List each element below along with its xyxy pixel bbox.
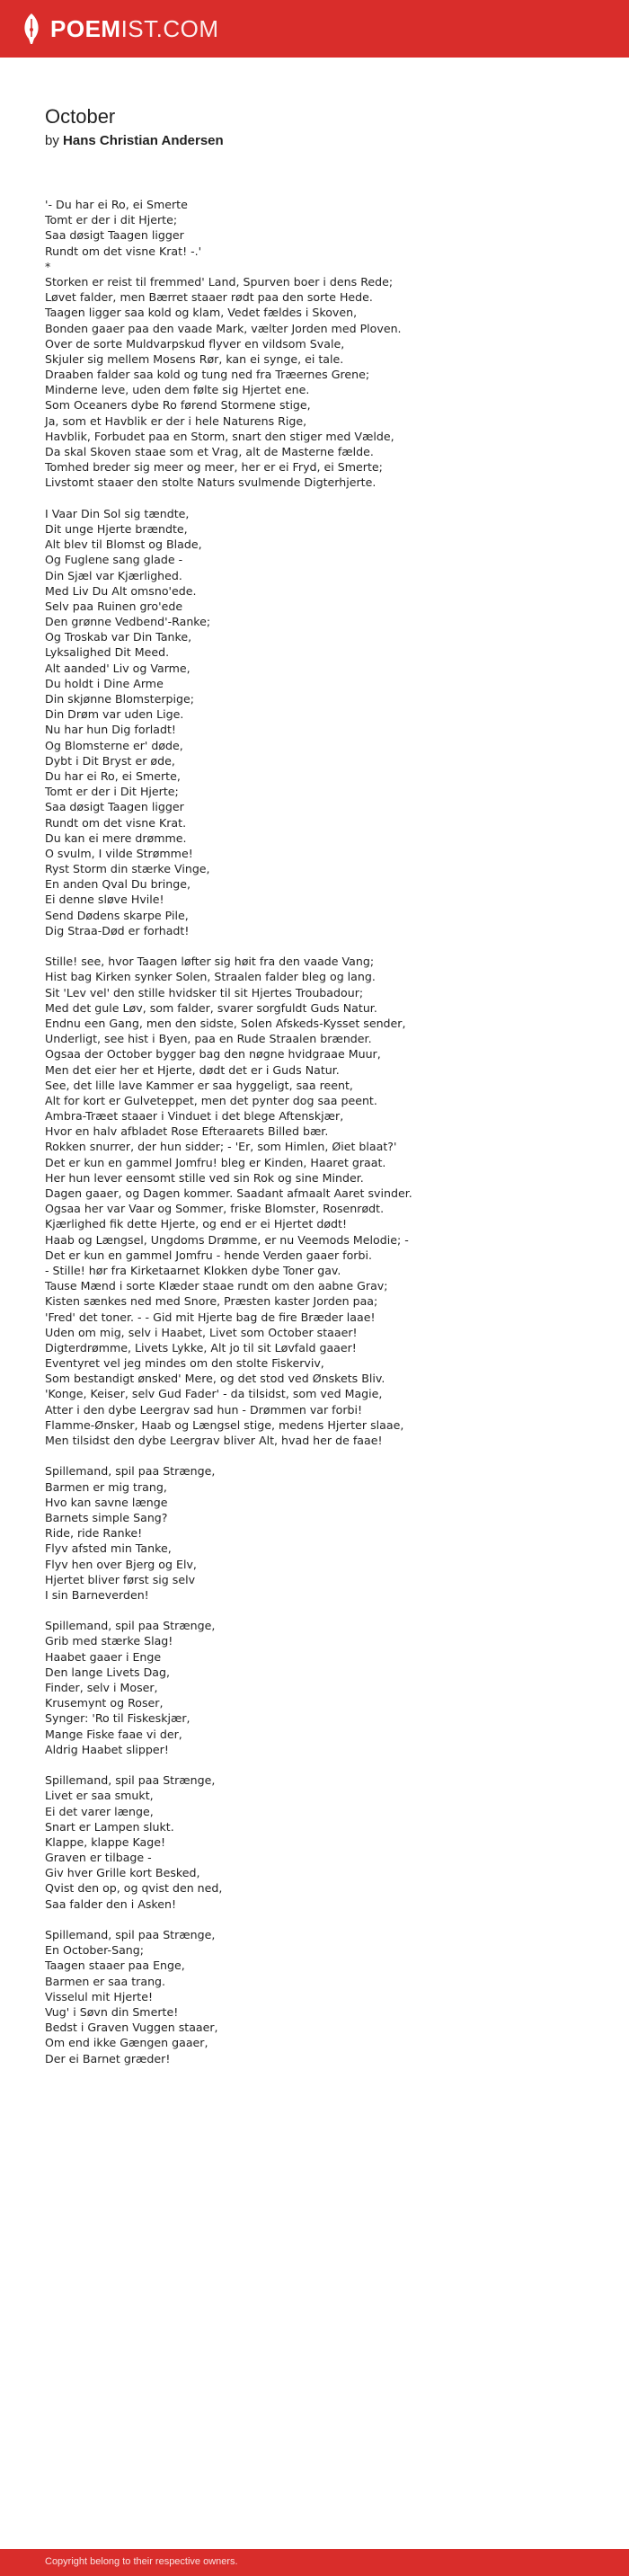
poem-line: Underligt, see hist i Byen, paa en Rude Straalen brænder. xyxy=(45,1032,372,1046)
poem-line: Du har ei Ro, ei Smerte, xyxy=(45,768,181,783)
poem-line: Dagen gaaer, og Dagen kommer. Saadant afmaalt Aaret svinder. xyxy=(45,1186,412,1200)
poem-line: Ride, ride Ranke! xyxy=(45,1526,143,1541)
poem-line: Hist bag Kirken synker Solen, Straalen falder bleg og lang. xyxy=(45,970,376,984)
site-footer xyxy=(0,2549,629,2576)
poem-body xyxy=(45,197,611,2066)
poem-line: Over de sorte Muldvarpskud flyver en vildsom Svale, xyxy=(45,336,345,351)
poem-line: Den grønne Vedbend'-Ranke; xyxy=(45,615,211,629)
poem-line: I Vaar Din Sol sig tændte, xyxy=(45,506,190,520)
author-link[interactable]: Hans Christian Andersen xyxy=(63,133,224,148)
poem-line: Saa falder den i Asken! xyxy=(45,1896,177,1911)
poem-line: Lyksalighed Dit Meed. xyxy=(45,645,170,660)
poem-line: Med det gule Løv, som falder, svarer sorgfuldt Guds Natur. xyxy=(45,1000,377,1015)
poem-line: Giv hver Grille kort Besked, xyxy=(45,1866,200,1880)
poem-line: Spillemand, spil paa Strænge, xyxy=(45,1619,216,1633)
stanza-break xyxy=(45,491,611,506)
poem-line: Alt aanded' Liv og Varme, xyxy=(45,661,190,675)
poem-line: Men det eier her et Hjerte, dødt det er i Guds Natur. xyxy=(45,1062,340,1077)
poem-line: Flyv afsted min Tanke, xyxy=(45,1541,172,1556)
poem-line: Ei denne sløve Hvile! xyxy=(45,893,164,907)
poem-line: Flamme-Ønsker, Haab og Længsel stige, medens Hjerter slaae, xyxy=(45,1417,404,1432)
poem-line: - Stille! hør fra Kirketaarnet Klokken dybe Toner gav. xyxy=(45,1263,341,1277)
poem-line: Finder, selv i Moser, xyxy=(45,1681,158,1694)
stanza-break xyxy=(45,1912,611,1927)
poem-line: Du holdt i Dine Arme xyxy=(45,676,164,690)
poem-line: Med Liv Du Alt omsno'ede. xyxy=(45,583,197,598)
poem-line: Qvist den op, og qvist den ned, xyxy=(45,1881,223,1896)
poem-line: Og Fuglene sang glade - xyxy=(45,553,183,567)
poem-line: 'Konge, Keiser, selv Gud Fader' - da tilsidst, som ved Magie, xyxy=(45,1387,383,1401)
poem-line: Tomt er der i dit Hjerte; xyxy=(45,213,178,227)
poem-line: Livstomt staaer den stolte Naturs svulmende Digterhjerte. xyxy=(45,475,377,490)
poem-line: Alt blev til Blomst og Blade, xyxy=(45,537,202,552)
poem-line: Nu har hun Dig forladt! xyxy=(45,723,176,737)
poem-line: Dig Straa-Død er forhadt! xyxy=(45,923,190,937)
poem-line: Det er kun en gammel Jomfru! bleg er Kinden, Haaret graat. xyxy=(45,1155,386,1169)
poem-line: Bonden gaaer paa den vaade Mark, vælter Jorden med Ploven. xyxy=(45,321,402,335)
stanza-break xyxy=(45,1757,611,1772)
stanza-break xyxy=(45,1448,611,1463)
poem-line: Havblik, Forbudet paa en Storm, snart den stiger med Vælde, xyxy=(45,429,394,443)
poem-line: Taagen ligger saa kold og klam, Vedet fældes i Skoven, xyxy=(45,306,358,320)
poem-line: Minderne leve, uden dem følte sig Hjertet ene. xyxy=(45,383,310,397)
poem-line: Uden om mig, selv i Haabet, Livet som October staaer! xyxy=(45,1325,358,1339)
poem-line: Send Dødens skarpe Pile, xyxy=(45,908,189,922)
poem-line: Ambra-Træet staaer i Vinduet i det blege Aftenskjær, xyxy=(45,1109,344,1124)
poem-line: Den lange Livets Dag, xyxy=(45,1665,171,1679)
poem-line: Selv paa Ruinen gro'ede xyxy=(45,599,183,613)
poem-line: Mange Fiske faae vi der, xyxy=(45,1727,182,1741)
poem-line: Da skal Skoven staae som et Vrag, alt de Masterne fælde. xyxy=(45,445,374,458)
poem-line: Taagen staaer paa Enge, xyxy=(45,1959,185,1973)
poem-line: Haabet gaaer i Enge xyxy=(45,1649,162,1664)
poem-line: 'Fred' det toner. - - Gid mit Hjerte bag de fire Bræder laae! xyxy=(45,1310,376,1324)
poem-line: Hvo kan savne længe xyxy=(45,1495,168,1509)
poem-line: Det er kun en gammel Jomfru - hende Verden gaaer forbi. xyxy=(45,1248,372,1262)
poem-line: Der ei Barnet græder! xyxy=(45,2051,171,2065)
poem-line: Din Sjæl var Kjærlighed. xyxy=(45,568,182,582)
poem-line: Rundt om det visne Krat. xyxy=(45,815,187,830)
poem-line: Vug' i Søvn din Smerte! xyxy=(45,2004,179,2019)
poem-line: Grib med stærke Slag! xyxy=(45,1634,173,1648)
poem-line: Livet er saa smukt, xyxy=(45,1789,154,1803)
poem-line: Barmen er mig trang, xyxy=(45,1479,167,1494)
logo-text-light: IST.COM xyxy=(120,15,219,42)
poem-title: October xyxy=(45,105,116,128)
poem-line: Sit 'Lev vel' den stille hvidsker til sit Hjertes Troubadour; xyxy=(45,985,364,999)
poem-line: Og Blomsterne er' døde, xyxy=(45,738,183,752)
poem-line: Visselul mit Hjerte! xyxy=(45,1989,154,2003)
poem-line: Løvet falder, men Bærret staaer rødt paa den sorte Hede. xyxy=(45,290,373,305)
poem-line: Endnu een Gang, men den sidste, Solen Afskeds-Kysset sender, xyxy=(45,1016,406,1030)
copyright-notice: Copyright belong to their respective owners. xyxy=(45,2556,238,2567)
poem-line: Ogsaa her var Vaar og Sommer, friske Blomster, Rosenrødt. xyxy=(45,1202,385,1216)
poem-line: Som bestandigt ønsked' Mere, og det stod ved Ønskets Bliv. xyxy=(45,1372,385,1386)
poem-line: Digterdrømme, Livets Lykke, Alt jo til sit Løvfald gaaer! xyxy=(45,1340,357,1355)
poem-line: Eventyret vel jeg mindes om den stolte Fiskerviv, xyxy=(45,1356,324,1371)
poem-line: Graven er tilbage - xyxy=(45,1851,152,1865)
poem-line: Ei det varer længe, xyxy=(45,1804,154,1818)
poem-line: Saa døsigt Taagen ligger xyxy=(45,800,184,814)
poem-line: Stille! see, hvor Taagen løfter sig høit fra den vaade Vang; xyxy=(45,955,375,969)
poem-line: * xyxy=(45,259,51,273)
site-header xyxy=(0,0,629,58)
poem-line: Tomt er der i Dit Hjerte; xyxy=(45,785,179,799)
poem-line: Dit unge Hjerte brændte, xyxy=(45,521,188,536)
poem-line: Hvor en halv afbladet Rose Efteraarets Billed bær. xyxy=(45,1124,329,1139)
poem-line: Storken er reist til fremmed' Land, Spurven boer i dens Rede; xyxy=(45,274,394,289)
poem-line: Flyv hen over Bjerg og Elv, xyxy=(45,1557,197,1571)
logo-text-bold: POEM xyxy=(50,15,121,42)
poem-line: Krusemynt og Roser, xyxy=(45,1696,164,1710)
logo-text xyxy=(50,13,219,45)
poem-line: Haab og Længsel, Ungdoms Drømme, er nu Veemods Melodie; - xyxy=(45,1232,409,1247)
poem-line: Dybt i Dit Bryst er øde, xyxy=(45,753,175,768)
poem-line: Rokken snurrer, der hun sidder; - 'Er, som Himlen, Øiet blaat?' xyxy=(45,1140,397,1154)
poem-line: Her hun lever eensomt stille ved sin Rok og sine Minder. xyxy=(45,1170,364,1185)
poem-line: Og Troskab var Din Tanke, xyxy=(45,630,192,644)
site-logo[interactable] xyxy=(20,13,219,45)
poem-line: Spillemand, spil paa Strænge, xyxy=(45,1773,216,1788)
poem-line: Synger: 'Ro til Fiskeskjær, xyxy=(45,1711,190,1726)
poem-line: Atter i den dybe Leergrav sad hun - Drømmen var forbi! xyxy=(45,1402,363,1417)
poem-line: Barnets simple Sang? xyxy=(45,1510,168,1524)
poem-line: Aldrig Haabet slipper! xyxy=(45,1742,169,1756)
poem-line: Kjærlighed fik dette Hjerte, og end er ei Hjertet dødt! xyxy=(45,1217,348,1231)
poem-line: Alt for kort er Gulveteppet, men det pynter dog saa peent. xyxy=(45,1093,377,1107)
poem-line: Tomhed breder sig meer og meer, her er ei Fryd, ei Smerte; xyxy=(45,460,383,475)
poem-line: Kisten sænkes ned med Snore, Præsten kaster Jorden paa; xyxy=(45,1294,378,1309)
poem-line: '- Du har ei Ro, ei Smerte xyxy=(45,198,188,211)
stanza-break xyxy=(45,1603,611,1618)
poem-line: O svulm, I vilde Strømme! xyxy=(45,846,193,860)
poem-line: Hjertet bliver først sig selv xyxy=(45,1572,196,1586)
poem-line: Din skjønne Blomsterpige; xyxy=(45,692,194,706)
poem-line: Barmen er saa trang. xyxy=(45,1974,166,1988)
poem-line: Men tilsidst den dybe Leergrav bliver Alt, hvad her de faae! xyxy=(45,1434,383,1447)
poem-line: En October-Sang; xyxy=(45,1943,145,1958)
poem-line: Som Oceaners dybe Ro førend Stormene stige, xyxy=(45,398,311,413)
poem-line: Rundt om det visne Krat! -.' xyxy=(45,244,202,258)
stanza-break xyxy=(45,938,611,954)
poem-line: Tause Mænd i sorte Klæder staae rundt om den aabne Grav; xyxy=(45,1279,388,1293)
poem-line: Spillemand, spil paa Strænge, xyxy=(45,1464,216,1479)
poem-line: Saa døsigt Taagen ligger xyxy=(45,228,184,243)
poem-line: En anden Qval Du bringe, xyxy=(45,877,191,892)
poem-line: Ogsaa der October bygger bag den nøgne hvidgraae Muur, xyxy=(45,1047,381,1061)
by-label: by xyxy=(45,133,59,148)
poem-line: Klappe, klappe Kage! xyxy=(45,1834,166,1849)
poem-line: See, det lille lave Kammer er saa hyggeligt, saa reent, xyxy=(45,1078,353,1092)
poem-line: Bedst i Graven Vuggen staaer, xyxy=(45,2021,218,2035)
poem-line: Din Drøm var uden Lige. xyxy=(45,707,184,722)
poem-line: Om end ikke Gængen gaaer, xyxy=(45,2036,208,2050)
poem-line: Ja, som et Havblik er der i hele Naturens Rige, xyxy=(45,413,307,428)
poem-line: Ryst Storm din stærke Vinge, xyxy=(45,862,210,876)
poem-line: Skjuler sig mellem Mosens Rør, kan ei synge, ei tale. xyxy=(45,351,344,366)
poem-line: Snart er Lampen slukt. xyxy=(45,1819,174,1834)
poem-line: I sin Barneverden! xyxy=(45,1587,149,1602)
poem-line: Du kan ei mere drømme. xyxy=(45,831,187,845)
quill-pen-icon xyxy=(20,13,43,44)
poem-byline xyxy=(45,132,224,150)
poem-line: Spillemand, spil paa Strænge, xyxy=(45,1928,216,1941)
poem-line: Draaben falder saa kold og tung ned fra Træernes Grene; xyxy=(45,368,370,382)
